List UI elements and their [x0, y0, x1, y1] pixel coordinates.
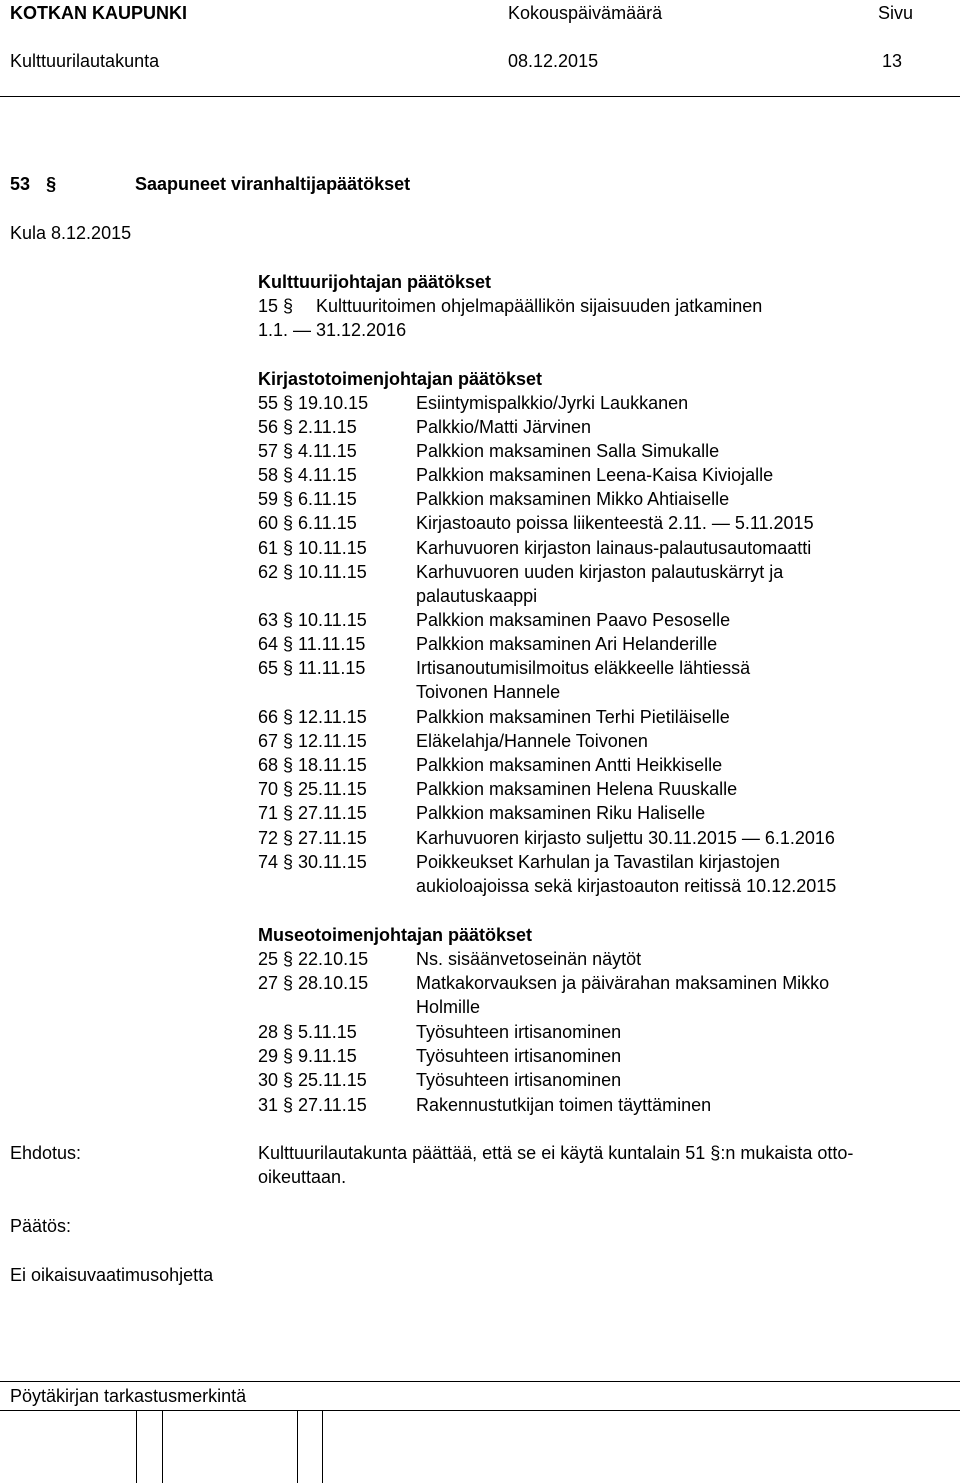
review-stamp-box [0, 1381, 960, 1483]
section-title: Saapuneet viranhaltijapäätökset [135, 174, 411, 194]
section-number: 53 § [10, 174, 57, 194]
list-item: 65 § 11.11.15 Irtisanoutumisilmoitus eläkkeelle lähtiessä Toivonen Hannele [258, 658, 751, 702]
list-item: 55 § 19.10.15 Esiintymispalkkio/Jyrki Laukkanen [258, 393, 689, 413]
list-item: 74 § 30.11.15 Poikkeukset Karhulan ja Tavastilan kirjastojen aukioloajoissa sekä kirjastoauton reitissä 10.12.2015 [258, 852, 837, 896]
city-name: KOTKAN KAUPUNKI [10, 3, 187, 23]
group-heading: Museotoimenjohtajan päätökset [258, 925, 533, 945]
review-stamp-cell-divider [297, 1410, 298, 1483]
list-item: 60 § 6.11.15 Kirjastoauto poissa liikenteestä 2.11. — 5.11.2015 [258, 513, 814, 533]
review-stamp-cell-divider [162, 1410, 163, 1483]
list-item: 28 § 5.11.15 Työsuhteen irtisanominen [258, 1022, 622, 1042]
list-item: 57 § 4.11.15 Palkkion maksaminen Salla Simukalle [258, 441, 720, 461]
group-heading: Kirjastotoimenjohtajan päätökset [258, 369, 543, 389]
list-item: 56 § 2.11.15 Palkkio/Matti Järvinen [258, 417, 592, 437]
item-number: 15 § [258, 296, 294, 316]
review-stamp-cell-divider [136, 1410, 137, 1483]
list-item: 64 § 11.11.15 Palkkion maksaminen Ari Helanderille [258, 634, 718, 654]
no-appeal-note: Ei oikaisuvaatimusohjetta [10, 1265, 214, 1285]
group-heading: Kulttuurijohtajan päätökset [258, 272, 492, 292]
list-item: 66 § 12.11.15 Palkkion maksaminen Terhi Pietiläiselle [258, 707, 730, 727]
paragraph-symbol: § [46, 174, 57, 194]
header-divider [0, 96, 960, 97]
review-stamp-label: Pöytäkirjan tarkastusmerkintä [10, 1386, 247, 1406]
board-name: Kulttuurilautakunta [10, 51, 160, 71]
list-item: 68 § 18.11.15 Palkkion maksaminen Antti Heikkiselle [258, 755, 723, 775]
proposal-label: Ehdotus: [10, 1143, 82, 1163]
item-title: Kulttuuritoimen ohjelmapäällikön sijaisuuden jatkaminen [316, 296, 763, 316]
list-item: 58 § 4.11.15 Palkkion maksaminen Leena-Kaisa Kiviojalle [258, 465, 774, 485]
list-item: 31 § 27.11.15 Rakennustutkijan toimen täyttäminen [258, 1095, 712, 1115]
review-stamp-cell-divider [322, 1410, 323, 1483]
list-item: 29 § 9.11.15 Työsuhteen irtisanominen [258, 1046, 622, 1066]
list-item: 25 § 22.10.15 Ns. sisäänvetoseinän näytöt [258, 949, 642, 969]
decision-label: Päätös: [10, 1216, 72, 1236]
list-item: 70 § 25.11.15 Palkkion maksaminen Helena Ruuskalle [258, 779, 738, 799]
list-item: 30 § 25.11.15 Työsuhteen irtisanominen [258, 1070, 622, 1090]
page-label: Sivu [878, 3, 914, 23]
meeting-date: 08.12.2015 [508, 51, 599, 71]
list-item: 71 § 27.11.15 Palkkion maksaminen Riku Haliselle [258, 803, 706, 823]
list-item [258, 295, 958, 343]
list-item: 72 § 27.11.15 Karhuvuoren kirjasto suljettu 30.11.2015 — 6.1.2016 [258, 828, 835, 848]
list-item: 59 § 6.11.15 Palkkion maksaminen Mikko Ahtiaiselle [258, 489, 730, 509]
list-item: 67 § 12.11.15 Eläkelahja/Hannele Toivonen [258, 731, 648, 751]
list-item: 27 § 28.10.15 Matkakorvauksen ja päivärahan maksaminen Mikko Holmille [258, 973, 830, 1017]
kula-line: Kula 8.12.2015 [10, 223, 132, 243]
item-title-line2: 1.1. — 31.12.2016 [258, 320, 407, 340]
list-item: 63 § 10.11.15 Palkkion maksaminen Paavo Pesoselle [258, 610, 731, 630]
proposal-line-2: oikeuttaan. [258, 1167, 347, 1187]
meeting-date-label: Kokouspäivämäärä [508, 3, 663, 23]
list-item: 62 § 10.11.15 Karhuvuoren uuden kirjaston palautuskärryt ja palautuskaappi [258, 562, 784, 606]
list-item: 61 § 10.11.15 Karhuvuoren kirjaston lainaus-palautusautomaatti [258, 538, 812, 558]
proposal-line-1: Kulttuurilautakunta päättää, että se ei käytä kuntalain 51 §:n mukaista otto- [258, 1143, 854, 1163]
page-number: 13 [882, 51, 903, 71]
review-stamp-divider [0, 1410, 960, 1411]
